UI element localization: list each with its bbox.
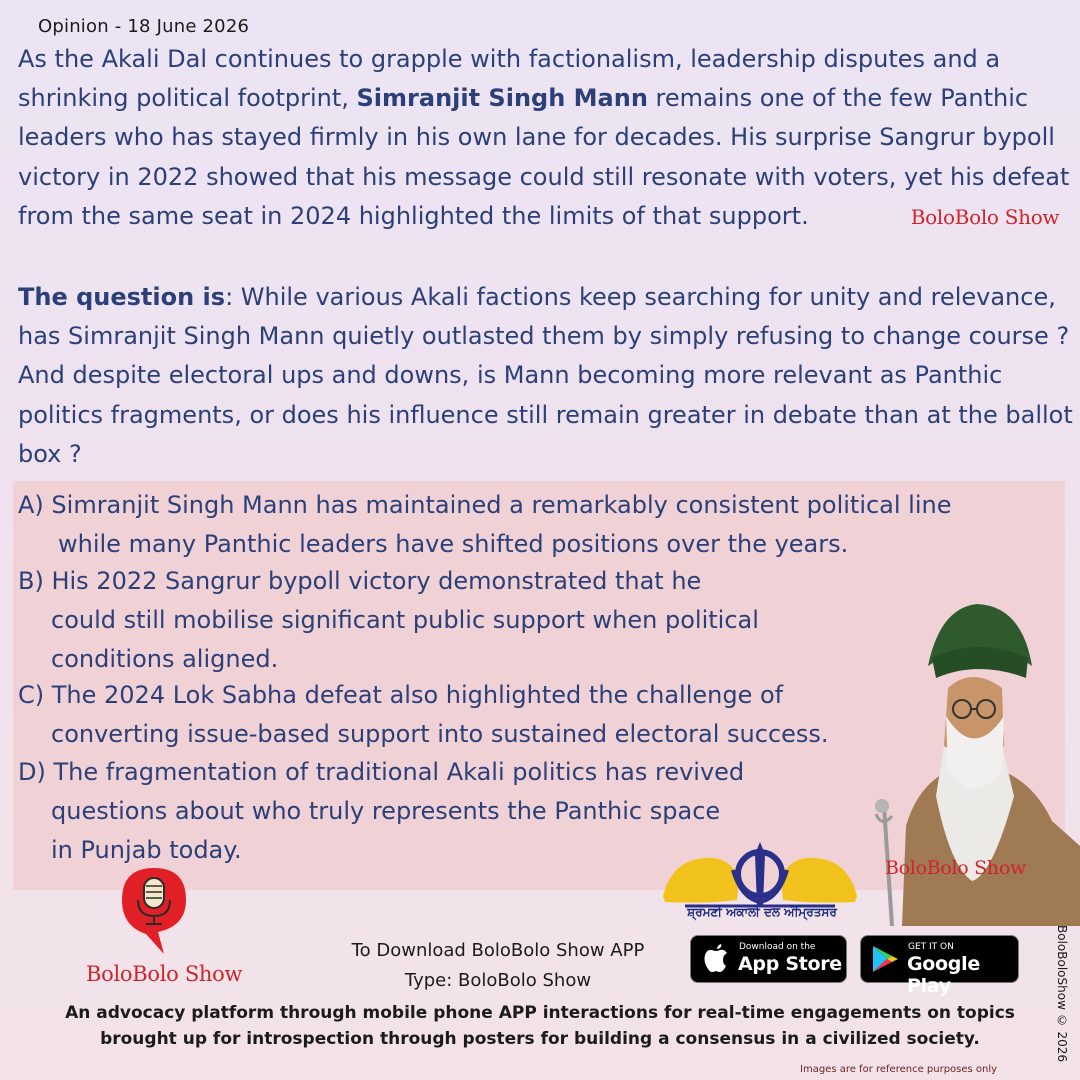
app-store-small-label: Download on the <box>739 942 816 952</box>
intro-paragraph <box>18 40 1076 237</box>
watermark-text: BoloBolo Show <box>910 204 1060 229</box>
microphone-speech-bubble-icon <box>118 864 190 960</box>
google-play-small-label: GET IT ON <box>908 942 954 952</box>
option-b <box>18 562 759 679</box>
option-a <box>18 486 952 564</box>
disclaimer-text: Images are for reference purposes only <box>800 1064 998 1075</box>
apple-icon <box>703 944 729 974</box>
emblem-caption: ਸ਼੍ਰੋਮਣੀ ਅਕਾਲੀ ਦਲ ਅੰਮ੍ਰਿਤਸਰ <box>687 905 837 919</box>
intro-text-end: remains one of the few Panthic leaders who has stayed firmly in his own lane for decades. His surprise Sangrur bypoll victory in 2022 showed that his message could still resonate with voters, yet his defeat from the same seat in 2024 highlighted the limits of that support. <box>18 84 1070 230</box>
question-paragraph <box>18 278 1076 474</box>
copyright-text: BoloBoloShow © 2026 <box>1055 925 1069 1063</box>
question-label: The question is <box>18 283 226 311</box>
option-line: could still mobilise significant public support when political <box>51 606 759 634</box>
leader-name: Simranjit Singh Mann <box>356 84 648 113</box>
portrait-watermark: BoloBolo Show <box>885 857 1026 879</box>
tagline-line: brought up for introspection through posters for building a consensus in a civilized society. <box>100 1029 980 1049</box>
option-c <box>18 676 829 754</box>
google-play-button[interactable] <box>860 935 1019 997</box>
intro-text-start: As the Akali Dal continues to grapple with factionalism, leadership disputes and a shrinking political footprint, <box>18 45 1001 113</box>
app-store-button[interactable] <box>690 935 847 983</box>
option-line: B) His 2022 Sangrur bypoll victory demonstrated that he <box>18 567 702 595</box>
option-d <box>18 753 744 870</box>
option-line: C) The 2024 Lok Sabha defeat also highlighted the challenge of <box>18 681 784 709</box>
search-instruction: Type: BoloBolo Show <box>404 970 592 991</box>
app-store-label: App Store <box>738 953 842 975</box>
option-line: converting issue-based support into sustained electoral success. <box>51 720 829 748</box>
brand-logo-text: BoloBolo Show <box>86 962 243 986</box>
question-text: : While various Akali factions keep searching for unity and relevance, has Simranjit Singh Mann quietly outlasted them by simply refusing to change course ? And despite electoral ups and downs, is Mann becoming more relevant as Panthic politics fragments, or does his influence still remain greater in debate than at the ballot box ? <box>18 283 1073 468</box>
download-instruction: To Download BoloBolo Show APP <box>351 940 645 961</box>
option-line: D) The fragmentation of traditional Akali politics has revived <box>18 758 745 786</box>
tagline-line: An advocacy platform through mobile phone APP interactions for real-time engagements on topics <box>65 1003 1015 1023</box>
option-line: while many Panthic leaders have shifted positions over the years. <box>58 530 849 558</box>
opinion-date: Opinion - 18 June 2026 <box>38 16 250 37</box>
google-play-label: Google Play <box>907 953 980 997</box>
option-line: in Punjab today. <box>51 836 242 864</box>
google-play-icon <box>871 944 899 974</box>
option-line: questions about who truly represents the Panthic space <box>51 797 721 825</box>
option-line: conditions aligned. <box>51 645 279 673</box>
option-line: A) Simranjit Singh Mann has maintained a remarkably consistent political line <box>18 491 952 519</box>
